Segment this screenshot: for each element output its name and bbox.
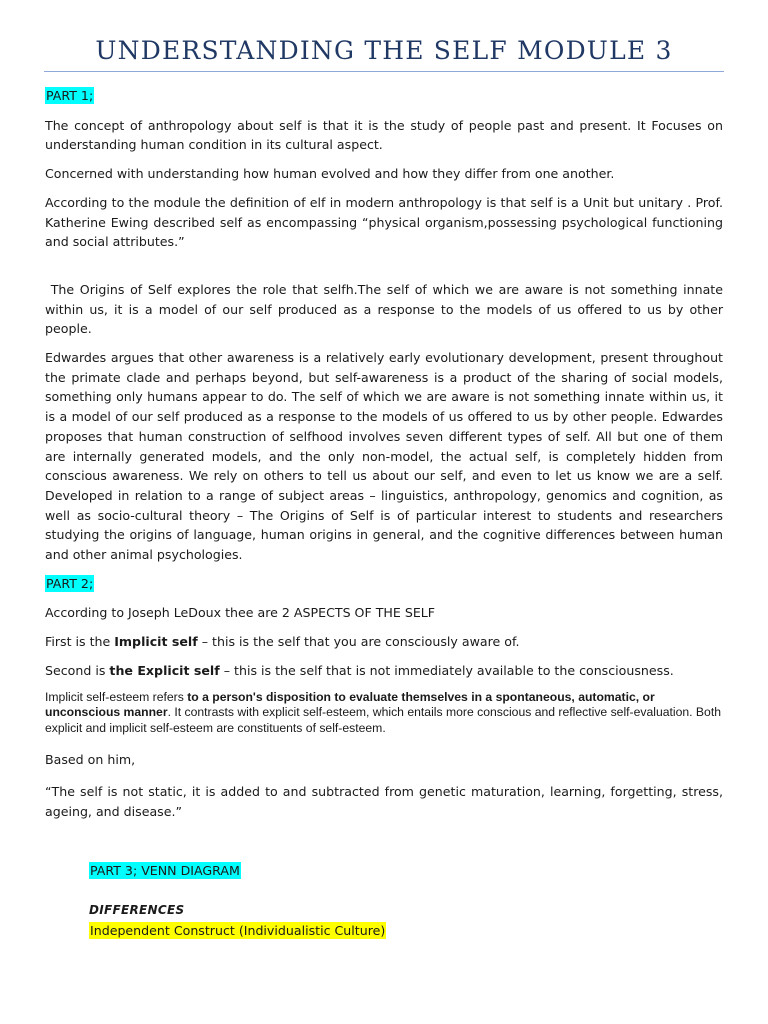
- implicit-self-definition: – this is the self that you are consciously aware of.: [197, 634, 520, 650]
- self-esteem-intro: Implicit self-esteem refers: [45, 689, 188, 704]
- explicit-self-term: the Explicit self: [109, 662, 220, 678]
- explicit-self-paragraph: [45, 661, 723, 681]
- part2-label: PART 2;: [46, 575, 94, 591]
- self-esteem-bold-phrase: to a person's disposition to evaluate themselves in a spontaneous, automatic, or unconscious manner: [45, 689, 655, 720]
- part3-label: PART 3; VENN DIAGRAM: [90, 863, 240, 879]
- implicit-self-term: Implicit self: [114, 634, 198, 650]
- independent-construct-heading: [45, 921, 723, 941]
- explicit-self-intro: Second is: [45, 662, 110, 678]
- page-title: UNDERSTANDING THE SELF MODULE 3: [95, 36, 673, 65]
- part1-heading: [45, 86, 723, 106]
- based-on-him: Based on him,: [45, 752, 136, 768]
- part1-label: PART 1;: [46, 88, 94, 103]
- implicit-self-intro: First is the: [45, 634, 115, 650]
- part1-paragraph-4: The Origins of Self explores the role that selfh.The self of which we are aware is not something innate within us, it is a model of our self produced as a response to the models of us offered to us by other people.: [45, 281, 728, 337]
- differences-heading: DIFFERENCES: [89, 903, 185, 918]
- part1-paragraph-5: Edwardes argues that other awareness is a relatively early evolutionary development, present throughout the primate clade and perhaps beyond, but self-awareness is a product of the sharing of social models, something only humans appear to do. The self of which we are aware is not something innate within us, it is a model of our self produced as a response to the models of us offered to us by other people. Edwardes proposes that human construction of selfhood involves seven different types of self. All but one of them are internally generated models, and the only non-model, the actual self, is completely hidden from conscious awareness. We rely on others to tell us about our self, and even to let us know we are a self. Developed in relation to a range of subject areas – linguistics, anthropology, genomics and cognition, as well as socio-cultural theory – The Origins of Self is of particular interest to students and researchers studying the origins of language, human origins in general, and the cognitive differences between human and other animal psychologies.: [45, 350, 723, 563]
- independent-construct-label: Independent Construct (Individualistic Culture): [90, 922, 386, 938]
- implicit-self-paragraph: [45, 632, 723, 652]
- part1-paragraph-3: According to the module the definition of elf in modern anthropology is that self is a Unit but unitary . Prof. Katherine Ewing described self as encompassing “physical organism,possessing psychological functioning and social attributes.”: [45, 194, 723, 250]
- part3-heading: [45, 861, 723, 881]
- part1-paragraph-1: The concept of anthropology about self is that it is the study of people past and present. It Focuses on understanding human condition in its cultural aspect.: [45, 117, 723, 153]
- self-esteem-rest: . It contrasts with explicit self-esteem, which entails more conscious and reflective self-evaluation. Both explicit and implicit self-esteem are constituents of self-esteem.: [45, 705, 722, 735]
- part1-paragraph-2: Concerned with understanding how human evolved and how they differ from one another.: [45, 166, 615, 182]
- part2-heading: [45, 574, 723, 594]
- part2-paragraph-1: According to Joseph LeDoux thee are 2 ASPECTS OF THE SELF: [45, 605, 436, 621]
- self-esteem-paragraph: [45, 690, 723, 737]
- explicit-self-definition: – this is the self that is not immediately available to the consciousness.: [219, 662, 674, 678]
- document-body: [45, 86, 728, 941]
- ledoux-quote: “The self is not static, it is added to and subtracted from genetic maturation, learning, forgetting, stress, ageing, and disease.”: [45, 784, 723, 819]
- title-underline: [44, 71, 724, 72]
